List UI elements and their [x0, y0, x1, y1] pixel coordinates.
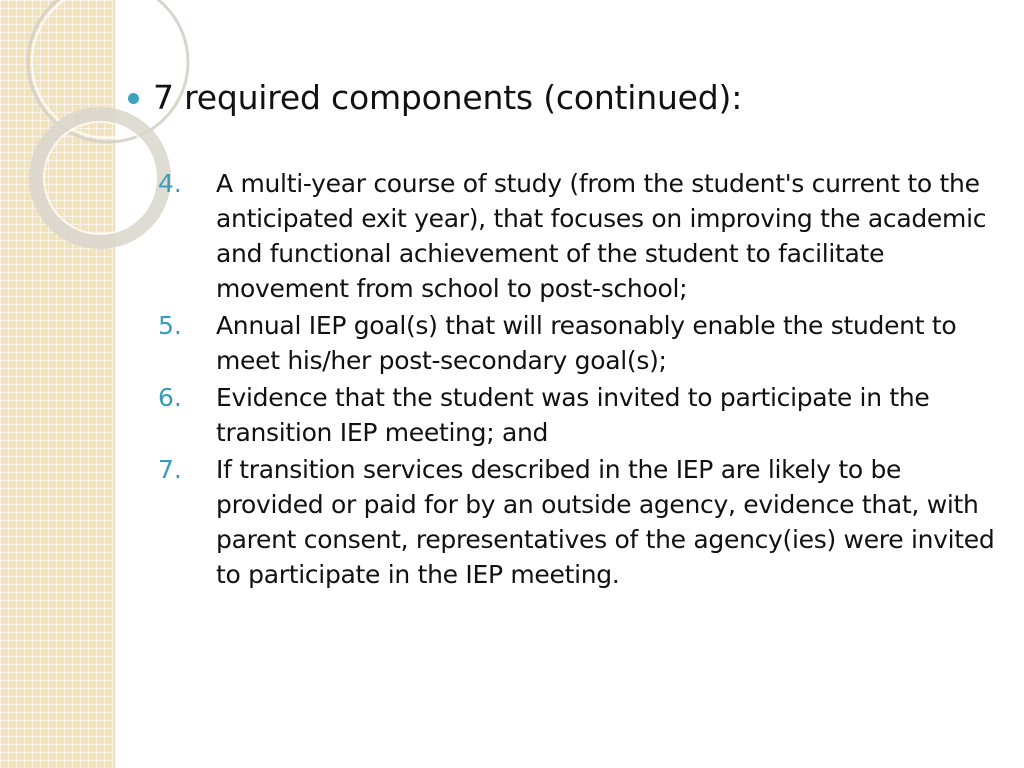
bullet-icon	[128, 93, 139, 104]
list-item	[158, 380, 1008, 450]
heading-row	[128, 78, 742, 117]
item-number: 5.	[158, 311, 182, 340]
item-text: Evidence that the student was invited to participate in the transition IEP meeting; and	[216, 383, 930, 447]
item-text: A multi-year course of study (from the student's current to the anticipated exit year), that focuses on improving the academic and functional achievement of the student to facilitate movement from school to post-school;	[216, 169, 987, 303]
item-number: 4.	[158, 169, 182, 198]
item-number: 6.	[158, 383, 182, 412]
slide-heading: 7 required components (continued):	[153, 78, 743, 117]
list-item	[158, 166, 1008, 306]
list-item	[158, 308, 1008, 378]
numbered-list	[158, 166, 1008, 594]
list-item	[158, 452, 1008, 592]
item-text: If transition services described in the IEP are likely to be provided or paid for by an outside agency, evidence that, with parent consent, representatives of the agency(ies) were invited to participate in the IEP meeting.	[216, 455, 995, 589]
item-number: 7.	[158, 455, 182, 484]
item-text: Annual IEP goal(s) that will reasonably enable the student to meet his/her post-secondary goal(s);	[216, 311, 957, 375]
